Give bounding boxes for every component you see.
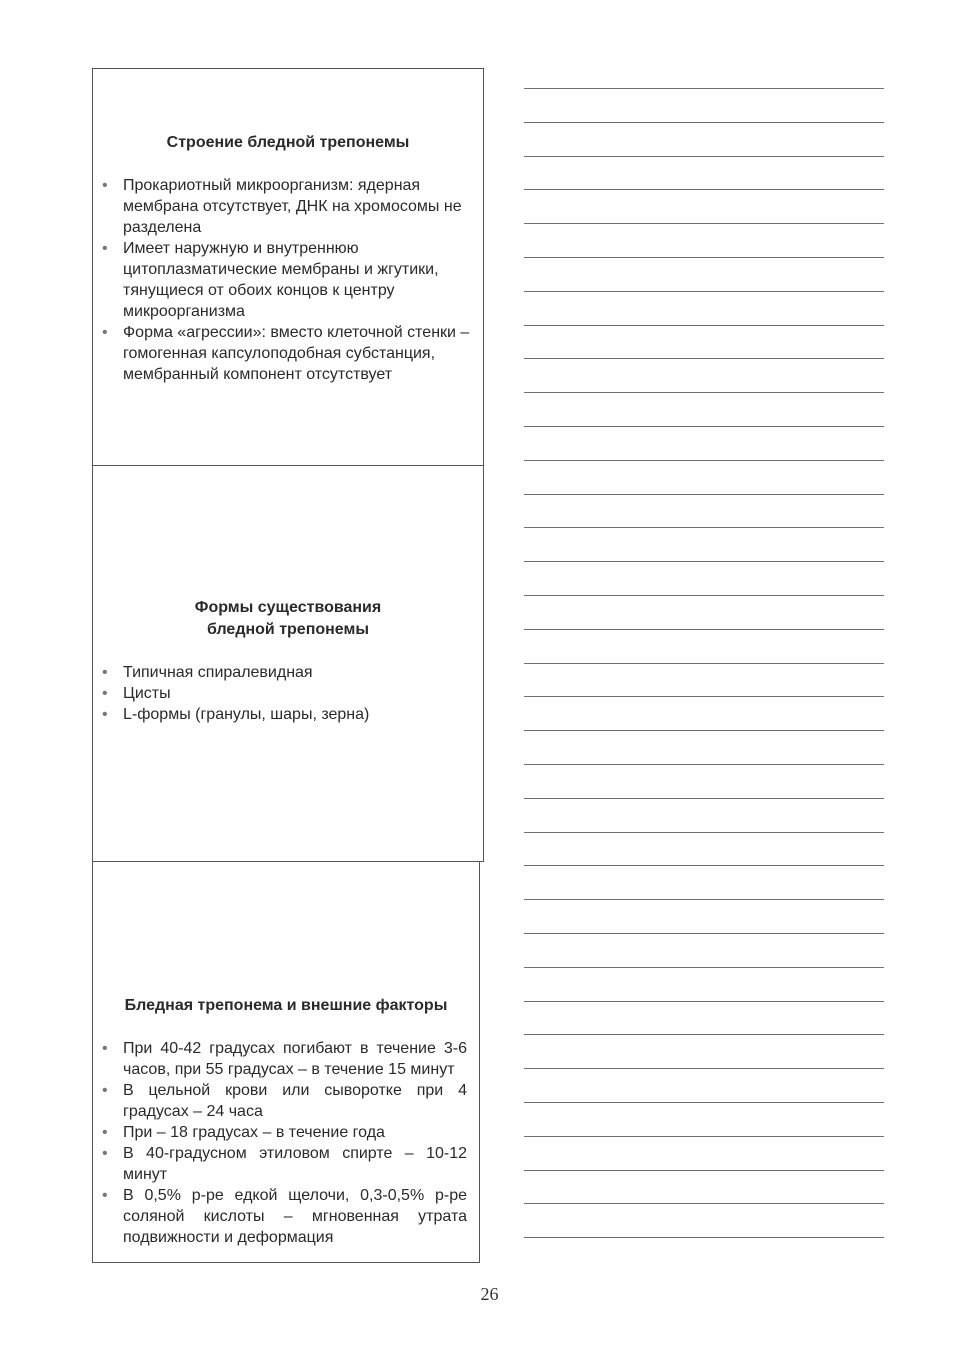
note-line: [524, 663, 884, 664]
list-item: • В 40-градусном этиловом спирте – 10-12 минут: [99, 1143, 467, 1185]
list-item: • В 0,5% р-ре едкой щелочи, 0,3-0,5% р-ре соляной кислоты – мгновенная утрата подвижности и деформация: [99, 1185, 467, 1248]
note-line: [524, 832, 884, 833]
slide-treponema-forms: [92, 465, 484, 862]
note-line: [524, 561, 884, 562]
note-line: [524, 88, 884, 89]
slide-title: Бледная трепонема и внешние факторы: [124, 997, 448, 1014]
note-line: [524, 223, 884, 224]
note-line: [524, 460, 884, 461]
note-line: [524, 291, 884, 292]
note-line: [524, 325, 884, 326]
note-line: [524, 764, 884, 765]
page-number: 26: [480, 1284, 499, 1304]
list-item: • L-формы (гранулы, шары, зерна): [99, 704, 471, 725]
note-line: [524, 1068, 884, 1069]
list-item: • Форма «агрессии»: вместо клеточной стенки – гомогенная капсулоподобная субстанция, мембранный компонент отсутствует: [99, 322, 471, 385]
slide-title: Формы существования бледной трепонемы: [194, 599, 382, 638]
note-line: [524, 629, 884, 630]
note-line: [524, 865, 884, 866]
note-line: [524, 122, 884, 123]
note-line: [524, 696, 884, 697]
note-line: [524, 358, 884, 359]
list-item: • Цисты: [99, 683, 471, 704]
slide-treponema-structure: [92, 68, 484, 466]
note-line: [524, 798, 884, 799]
list-item: • При 40-42 градусах погибают в течение 3-6 часов, при 55 градусах – в течение 15 минут: [99, 1038, 467, 1080]
note-line: [524, 899, 884, 900]
note-line: [524, 1102, 884, 1103]
slide-treponema-external-factors: [92, 861, 480, 1263]
note-line: [524, 730, 884, 731]
note-line: [524, 1170, 884, 1171]
note-line: [524, 1203, 884, 1204]
note-line: [524, 527, 884, 528]
note-line: [524, 189, 884, 190]
list-item: • Типичная спиралевидная: [99, 662, 471, 683]
note-line: [524, 156, 884, 157]
list-item: • Имеет наружную и внутреннюю цитоплазматические мембраны и жгутики, тянущиеся от обоих концов к центру микроорганизма: [99, 238, 471, 322]
note-line: [524, 1001, 884, 1002]
list-item: • При – 18 градусах – в течение года: [99, 1122, 467, 1143]
bullet-list: [99, 662, 471, 725]
bullet-list: [99, 175, 471, 385]
bullet-list: [99, 1038, 467, 1248]
note-line: [524, 1034, 884, 1035]
note-line: [524, 967, 884, 968]
note-line: [524, 933, 884, 934]
note-line: [524, 1136, 884, 1137]
note-line: [524, 494, 884, 495]
note-line: [524, 392, 884, 393]
note-line: [524, 426, 884, 427]
list-item: • Прокариотный микроорганизм: ядерная мембрана отсутствует, ДНК на хромосомы не разделена: [99, 175, 471, 238]
note-line: [524, 595, 884, 596]
slide-title: Строение бледной трепонемы: [166, 134, 410, 151]
note-line: [524, 257, 884, 258]
note-line: [524, 1237, 884, 1238]
list-item: • В цельной крови или сыворотке при 4 градусах – 24 часа: [99, 1080, 467, 1122]
